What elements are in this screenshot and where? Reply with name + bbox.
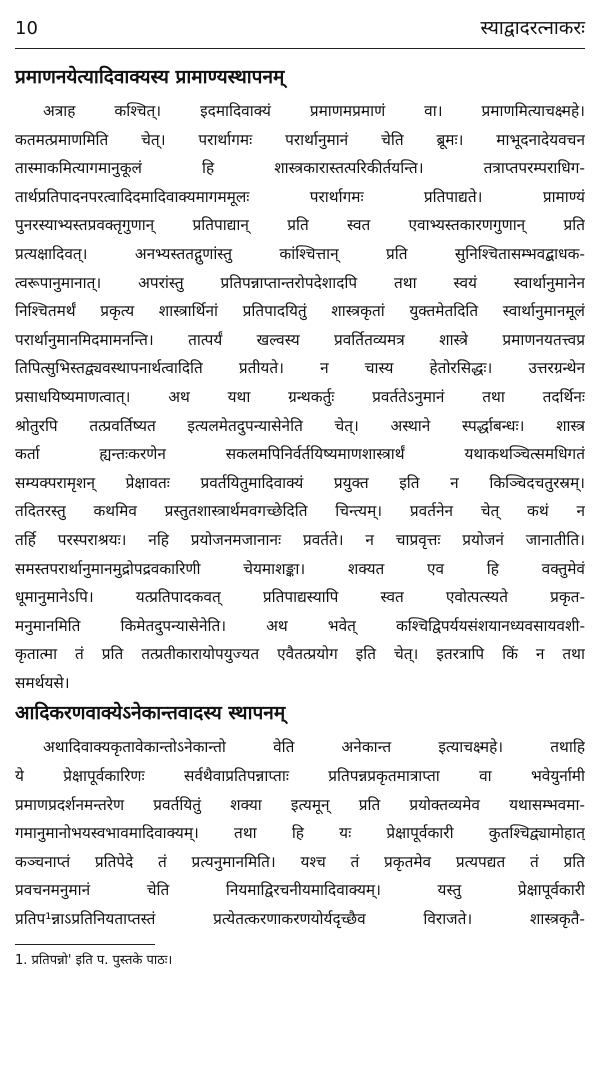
text-line: ये प्रेक्षापूर्वकारिणः सर्वथैवाप्रतिपन्नाप्ताः प्रतिपन्नप्रकृतमात्राप्ता वा भवेयुर्नामी bbox=[15, 767, 585, 786]
page-header bbox=[15, 14, 585, 49]
page-number: 10 bbox=[15, 18, 38, 39]
text-line: प्रत्यक्षादिवत्। अनभ्यस्ततद्गुणांस्तु कांश्चित्तान् प्रति सुनिश्चितासम्भवद्बाधक- bbox=[15, 244, 585, 263]
text-line: श्रोतुरपि तत्प्रवर्तिष्यत इत्यलमेतदुपन्यासेनेति चेत्। अस्थाने स्पर्द्धाबन्धः। शास्त्र bbox=[15, 416, 585, 435]
text-line: प्रवचनमनुमानं चेति नियमाद्विरचनीयमादिवाक्यम्। यस्तु प्रेक्षापूर्वकारी bbox=[15, 881, 585, 900]
running-title: स्याद्वादरत्नाकरः bbox=[480, 17, 585, 39]
text-line: तार्थप्रतिपादनपरत्वादिदमादिवाक्यमागममूलः परार्थागमः प्रतिपाद्यते। प्रामाण्यं bbox=[15, 187, 585, 206]
text-line: प्रतिप¹न्नाऽप्रतिनियताप्तस्तं प्रत्येतत्करणाकरणयोर्यदृच्छैव विराजते। शास्त्रकृतै- bbox=[15, 910, 585, 929]
text-line: तर्हि परस्पराश्रयः। नहि प्रयोजनमजानानः प्रवर्तते। न चाप्रवृत्तः प्रयोजनं जानातीति। bbox=[15, 530, 585, 549]
section-heading-pramanya: प्रमाणनयेत्यादिवाक्यस्य प्रामाण्यस्थापनम् bbox=[15, 66, 285, 88]
section-body-anekanta bbox=[15, 733, 585, 933]
text-line: समस्तपरार्थानुमानमुद्रोपद्रवकारिणी चेयमाशङ्का। शक्यत एव हि वक्तुमेवं bbox=[15, 559, 585, 578]
text-line: धूमानुमानेऽपि। यत्प्रतिपादकवत् प्रतिपाद्यस्यापि स्वत एवोत्पत्स्यते प्रकृत- bbox=[15, 588, 585, 607]
text-line: सम्यक्परामृशन् प्रेक्षावतः प्रवर्तयितुमादिवाक्यं प्रयुक्त इति न किञ्चिदचतुरस्रम्। bbox=[15, 473, 585, 492]
text-line: निश्चितमर्थं प्रकृत्य शास्त्रार्थिनां प्रतिपादयितुं शास्त्रकृतां युक्तमेतदिति स्वार्थानुमानमूलं bbox=[15, 302, 585, 321]
text-line: परार्थानुमानमिदमामनन्ति। तात्पर्यं खल्वस्य प्रवर्तितव्यमत्र शास्त्रे प्रमाणनयतत्त्वप्र bbox=[15, 330, 585, 349]
text-line: प्रसाधयिष्यमाणत्वात्। अथ यथा ग्रन्थकर्तुः प्रवर्ततेऽनुमानं तथा तदर्थिनः bbox=[15, 387, 585, 406]
text-line: प्रमाणप्रदर्शनमन्तरेण प्रवर्तयितुं शक्या इत्यमून् प्रति प्रयोक्तव्यमेव यथासम्भवमा- bbox=[15, 795, 585, 814]
section-heading-anekanta: आदिकरणवाक्येऽनेकान्तवादस्य स्थापनम् bbox=[15, 702, 286, 725]
text-line: कर्ता ह्यन्तःकरणेन सकलमपिनिर्वर्तयिष्यमाणशास्त्रार्थं यथाकथञ्चित्समधिगतं bbox=[15, 445, 585, 464]
footnote-rule bbox=[15, 944, 155, 945]
text-line: तदितरस्तु कथमिव प्रस्तुतशास्त्रार्थमवगच्छेदिति चिन्त्यम्। प्रवर्तनेन चेत् कथं न bbox=[15, 502, 585, 521]
section-body-pramanya bbox=[15, 97, 585, 697]
text-line: मनुमानमिति किमेतदुपन्यासेनेति। अथ भवेत् कश्चिद्विपर्ययसंशयानध्यवसायवशी- bbox=[15, 616, 585, 635]
text-line: पुनरस्याभ्यस्तप्रवक्तृगुणान् प्रतिपाद्यान् प्रति स्वत एवाभ्यस्तकारणगुणान् प्रति bbox=[15, 216, 585, 235]
text-line: त्वरूपानुमानात्। अपरांस्तु प्रतिपन्नाप्तान्तरोपदेशादपि तथा स्वयं स्वार्थानुमानेन bbox=[15, 273, 585, 292]
footnote: 1. प्रतिपन्नो' इति प. पुस्तके पाठः। bbox=[15, 952, 173, 968]
text-line: तिपित्सुभिस्तद्व्यवस्थापनार्थत्वादिति प्रतीयते। न चास्य हेतोरसिद्धः। उत्तरग्रन्थेन bbox=[15, 359, 585, 378]
text-line: गमानुमानोभयस्वभावमादिवाक्यम्। तथा हि यः प्रेक्षापूर्वकारी कुतश्चिद्व्यामोहात् bbox=[15, 824, 585, 843]
text-line: अत्राह कश्चित्। इदमादिवाक्यं प्रमाणमप्रमाणं वा। प्रमाणमित्याचक्ष्महे। bbox=[43, 102, 585, 120]
text-line: कृतात्मा तं प्रति तत्प्रतीकारायोपयुज्यत एवैतत्प्रयोग इति चेत्। इतरत्रापि किं न तथा bbox=[15, 645, 585, 664]
text-line: कतमत्प्रमाणमिति चेत्। परार्थागमः परार्थानुमानं चेति ब्रूमः। माभूदनादेयवचन bbox=[15, 130, 585, 149]
text-line: कञ्चनाप्तं प्रतिपेदे तं प्रत्यनुमानमिति। यश्च तं प्रकृतमेव प्रत्यपद्यत तं प्रति bbox=[15, 852, 585, 871]
text-line: अथादिवाक्यकृतावेकान्तोऽनेकान्तो वेति अनेकान्त इत्याचक्ष्महे। तथाहि bbox=[43, 738, 585, 757]
text-line: समर्थयसे। bbox=[15, 673, 70, 692]
text-line: तास्माकमित्यागमानुकूलं हि शास्त्रकारास्तत्परिकीर्तयन्ति। तत्राप्तपरम्पराधिग- bbox=[15, 159, 585, 178]
